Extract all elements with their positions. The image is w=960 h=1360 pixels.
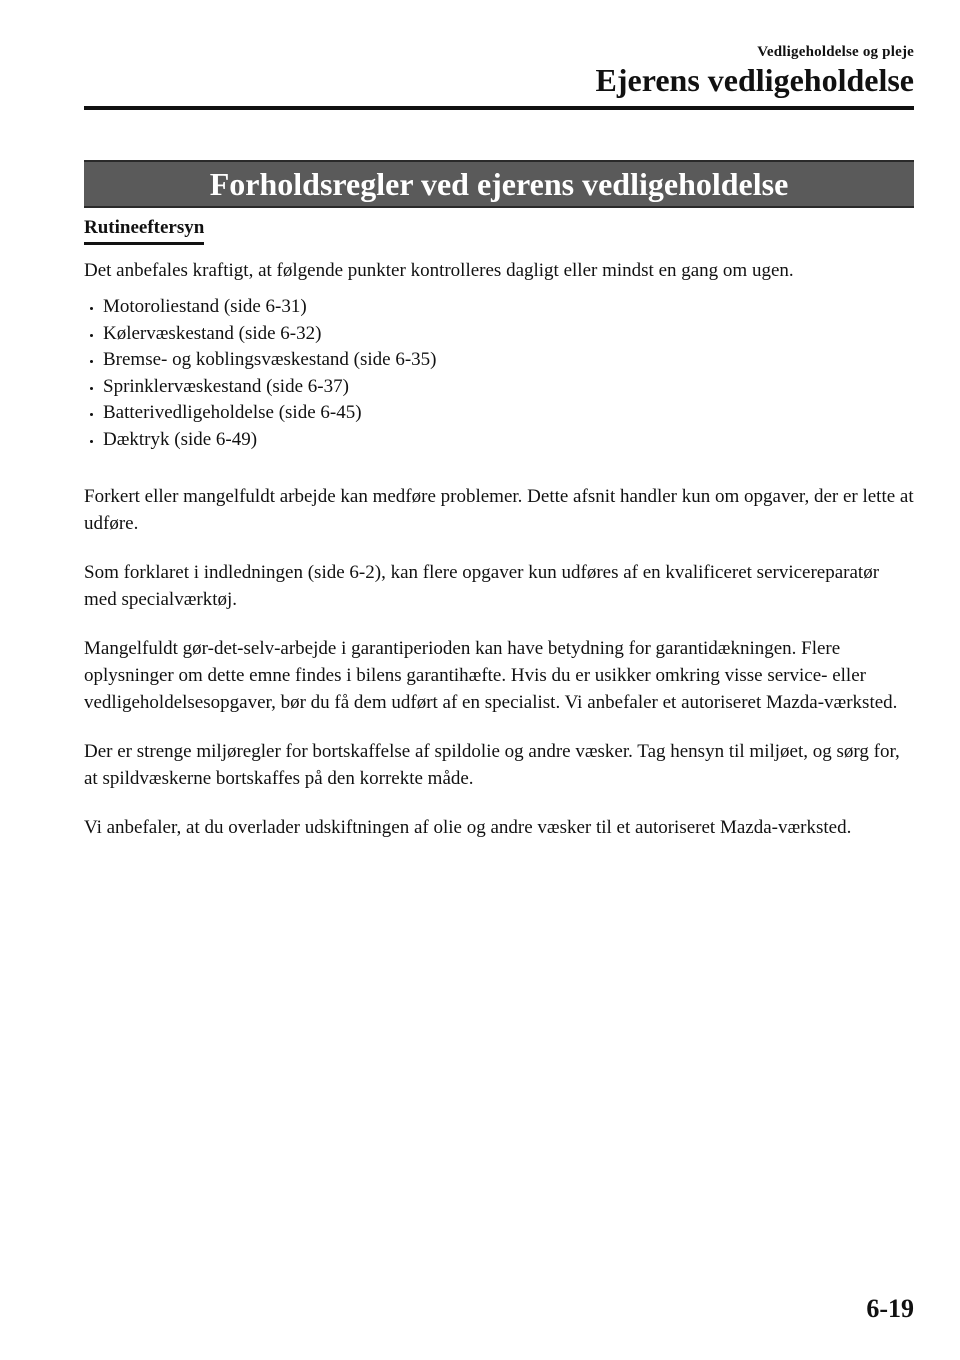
chapter-title: Vedligeholdelse og pleje <box>757 44 914 60</box>
section-banner <box>84 160 914 208</box>
check-item: Batterivedligeholdelse (side 6-45) <box>90 400 914 427</box>
body-paragraph: Mangelfuldt gør-det-selv-arbejde i garantiperioden kan have betydning for garantidækningen. Flere oplysninger om dette emne findes i bilens garantihæfte. Hvis du er usikker omkring visse service- eller vedligeholdelsesopgaver, bør du få dem udført af en specialist. Vi anbefaler et autoriseret Mazda-værksted. <box>84 638 898 713</box>
banner-title: Forholdsregler ved ejerens vedligeholdelse <box>209 165 789 202</box>
check-list <box>84 294 914 453</box>
body-paragraph: Vi anbefaler, at du overlader udskiftningen af olie og andre væsker til et autoriseret Mazda-værksted. <box>84 817 852 838</box>
check-item: Dæktryk (side 6-49) <box>90 427 914 454</box>
section-title: Ejerens vedligeholdelse <box>595 62 914 98</box>
check-item: Bremse- og koblingsvæskestand (side 6-35) <box>90 347 914 374</box>
page-number: 6-19 <box>866 1294 914 1323</box>
intro-paragraph: Det anbefales kraftigt, at følgende punkter kontrolleres dagligt eller mindst en gang om ugen. <box>84 260 794 281</box>
header-divider <box>84 106 914 110</box>
check-item: Motoroliestand (side 6-31) <box>90 294 914 321</box>
body-paragraph: Der er strenge miljøregler for bortskaffelse af spildolie og andre væsker. Tag hensyn til miljøet, og sørg for, at spildvæskerne bortskaffes på den korrekte måde. <box>84 741 900 789</box>
body-paragraph: Som forklaret i indledningen (side 6-2), kan flere opgaver kun udføres af en kvalificeret servicereparatør med specialværktøj. <box>84 562 880 610</box>
check-item: Sprinklervæskestand (side 6-37) <box>90 374 914 401</box>
page-body <box>84 214 914 863</box>
body-paragraph: Forkert eller mangelfuldt arbejde kan medføre problemer. Dette afsnit handler kun om opgaver, der er lette at udføre. <box>84 486 914 534</box>
check-item: Kølervæskestand (side 6-32) <box>90 321 914 348</box>
subheading: Rutineeftersyn <box>84 214 204 245</box>
